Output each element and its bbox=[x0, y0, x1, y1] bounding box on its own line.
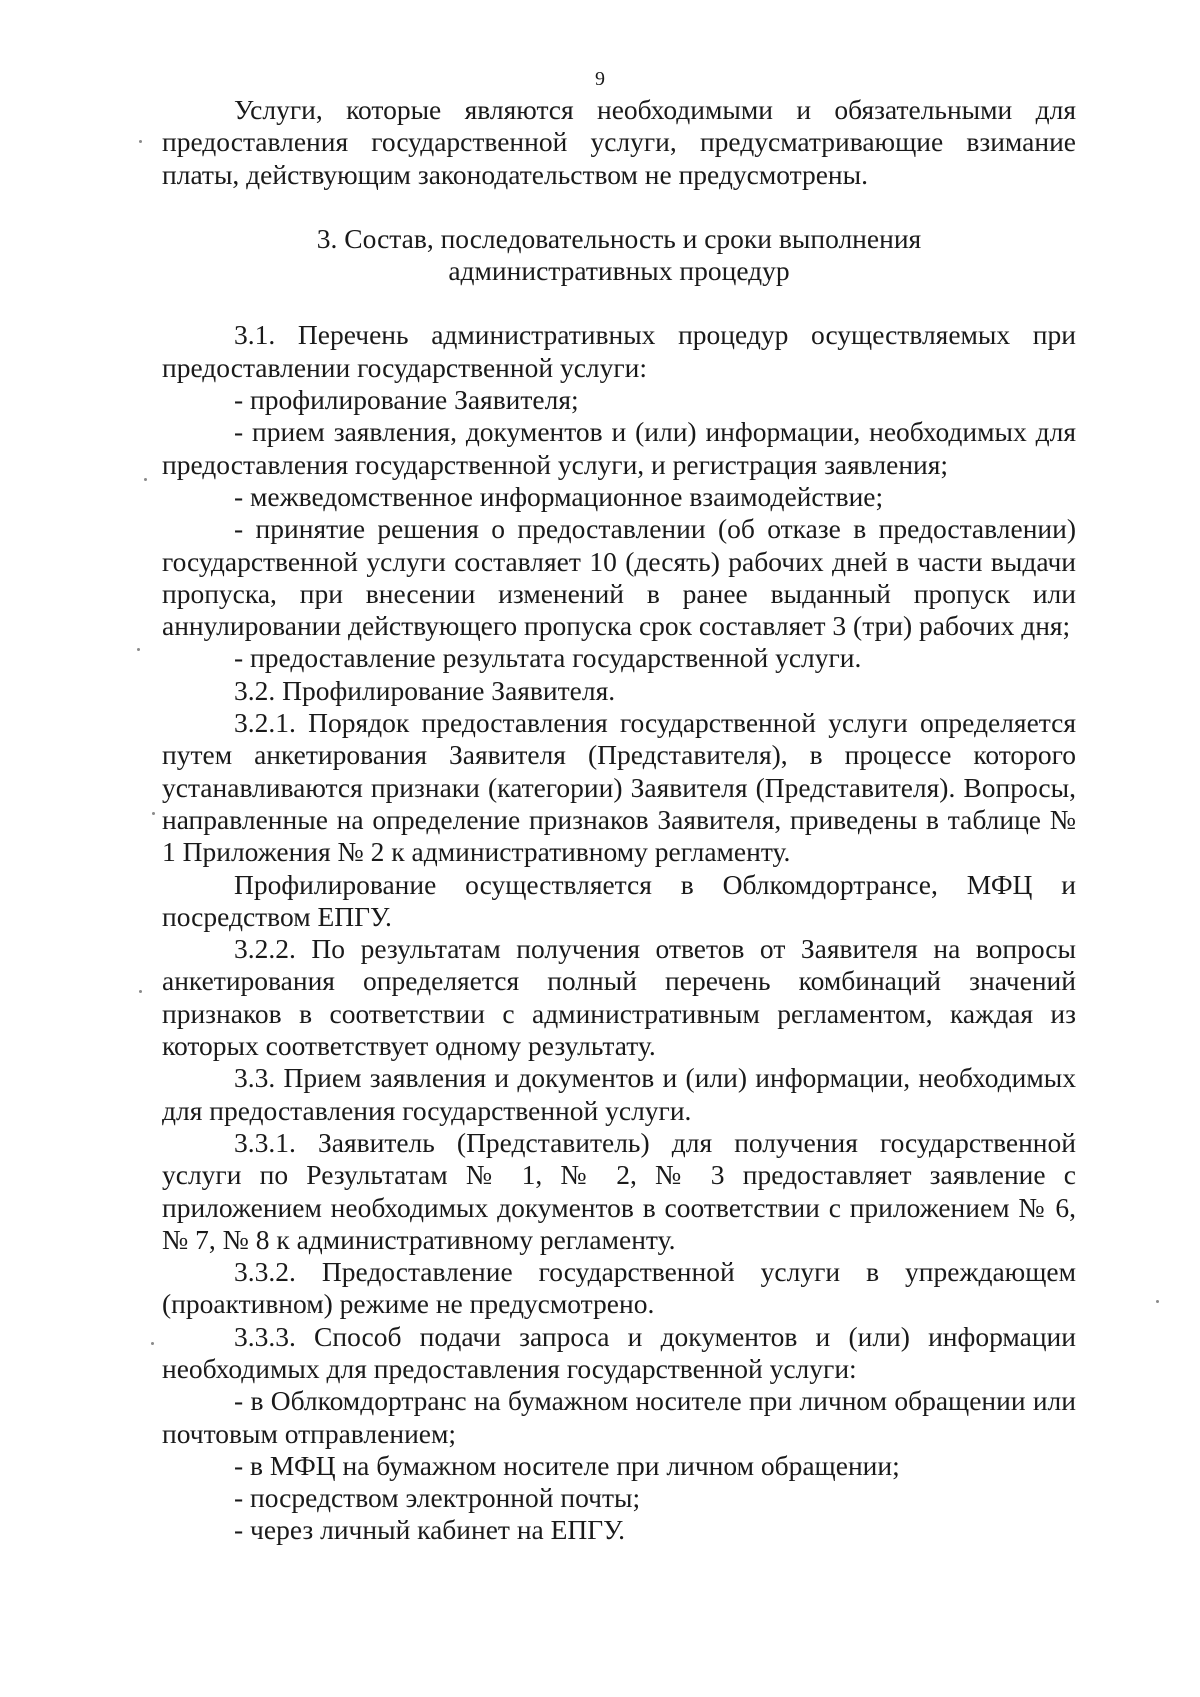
list-item: - через личный кабинет на ЕПГУ. bbox=[234, 1514, 626, 1546]
list-item: - предоставление результата государственной услуги. bbox=[234, 642, 862, 674]
scan-speck bbox=[139, 140, 142, 143]
paragraph-3-3-3: 3.3.3. Способ подачи запроса и документов и (или) информации необходимых для предоставления государственной услуги: bbox=[162, 1320, 1076, 1384]
document-body bbox=[162, 94, 1076, 1547]
paragraph-3-2-1: 3.2.1. Порядок предоставления государственной услуги определяется путем анкетирования Заявителя (Представителя), в процессе которого устанавливаются признаки (категории) Заявителя (Представителя). Вопросы, направленные на определение признаков Заявителя, приведены в таблице № 1 Приложения № 2 к административному регламенту. bbox=[162, 707, 1076, 868]
intro-paragraph: Услуги, которые являются необходимыми и обязательными для предоставления государственной услуги, предусматривающие взимание платы, действующим законодательством не предусмотрены. bbox=[162, 94, 1076, 190]
scan-speck bbox=[139, 990, 142, 993]
list-item: - профилирование Заявителя; bbox=[234, 384, 579, 416]
paragraph-3-1: 3.1. Перечень административных процедур осуществляемых при предоставлении государственной услуги: bbox=[162, 319, 1076, 383]
scan-speck bbox=[1156, 1300, 1159, 1303]
list-item: - в Облкомдортранс на бумажном носителе при личном обращении или почтовым отправлением; bbox=[162, 1385, 1076, 1449]
paragraph-3-3: 3.3. Прием заявления и документов и (или) информации, необходимых для предоставления государственной услуги. bbox=[162, 1062, 1076, 1126]
paragraph-3-2-1-profiling: Профилирование осуществляется в Облкомдортрансе, МФЦ и посредством ЕПГУ. bbox=[162, 868, 1076, 932]
page-number: 9 bbox=[595, 68, 605, 90]
list-item: - в МФЦ на бумажном носителе при личном обращении; bbox=[234, 1449, 900, 1481]
paragraph-3-2: 3.2. Профилирование Заявителя. bbox=[234, 674, 616, 706]
scan-speck bbox=[151, 1342, 154, 1345]
section-title-line-1: 3. Состав, последовательность и сроки выполнения bbox=[316, 222, 922, 254]
list-item: - прием заявления, документов и (или) информации, необходимых для предоставления государственной услуги, и регистрация заявления; bbox=[162, 416, 1076, 480]
scan-speck bbox=[137, 648, 140, 651]
list-item: - межведомственное информационное взаимодействие; bbox=[234, 480, 884, 512]
list-item: - посредством электронной почты; bbox=[234, 1482, 641, 1514]
list-item: - принятие решения о предоставлении (об отказе в предоставлении) государственной услуги составляет 10 (десять) рабочих дней в части выдачи пропуска, при внесении изменений в ранее выданный пропуск или аннулировании действующего пропуска срок составляет 3 (три) рабочих дня; bbox=[162, 513, 1076, 642]
section-heading bbox=[162, 223, 1076, 288]
section-title-line-2: административных процедур bbox=[448, 255, 790, 287]
paragraph-3-3-1: 3.3.1. Заявитель (Представитель) для получения государственной услуги по Результатам № 1, № 2, № 3 предоставляет заявление с приложением необходимых документов в соответствии с приложением № 6, № 7, № 8 к административному регламенту. bbox=[162, 1126, 1076, 1255]
scan-speck bbox=[144, 478, 147, 481]
paragraph-3-2-2: 3.2.2. По результатам получения ответов от Заявителя на вопросы анкетирования определяется полный перечень комбинаций значений признаков в соответствии с административным регламентом, каждая из которых соответствует одному результату. bbox=[162, 933, 1076, 1062]
paragraph-3-3-2: 3.3.2. Предоставление государственной услуги в упреждающем (проактивном) режиме не предусмотрено. bbox=[162, 1256, 1076, 1320]
scan-speck bbox=[152, 812, 155, 815]
